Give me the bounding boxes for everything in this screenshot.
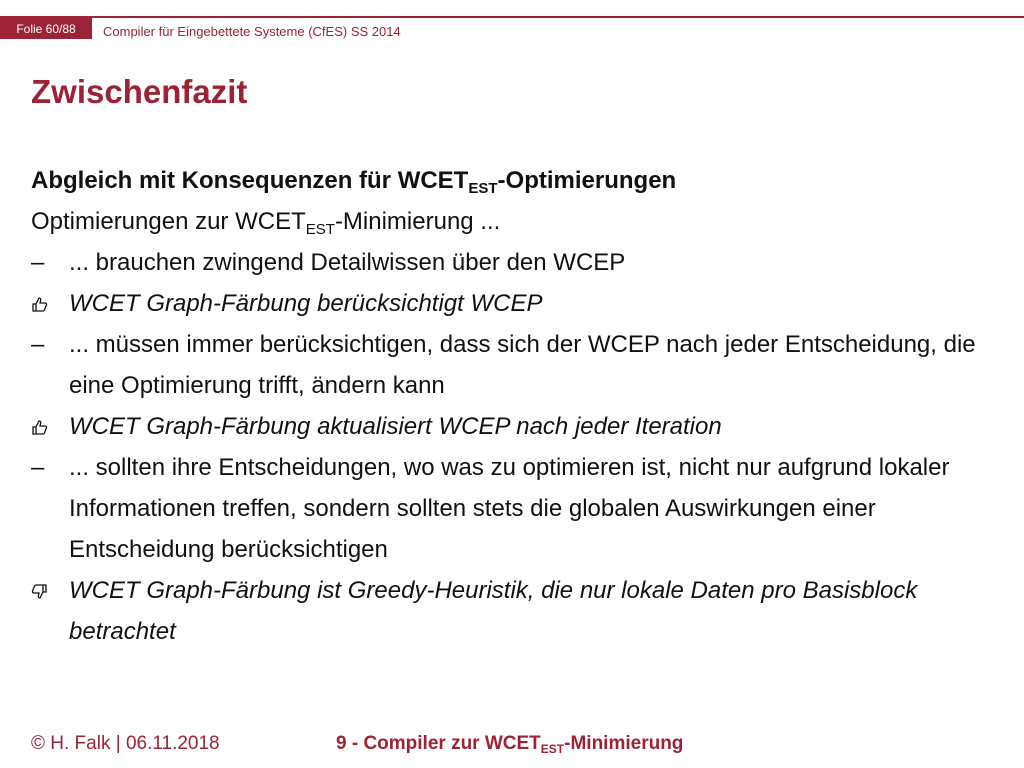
- thumbs-down-icon: [31, 570, 69, 611]
- list-item: [31, 406, 996, 447]
- dash-bullet: –: [31, 331, 45, 358]
- section-heading: Abgleich mit Konsequenzen für $WCET_{EST}$-Optimierungen: [31, 167, 677, 197]
- slide-content: [31, 160, 996, 652]
- slide-number-tab: Folie 60/88: [0, 18, 92, 39]
- list-item: [31, 283, 996, 324]
- dash-bullet: –: [31, 454, 45, 481]
- intro-line: Optimierungen zur $WCET_{EST}$-Minimierung ...: [31, 208, 501, 238]
- header-rule: [0, 16, 1024, 18]
- thumbs-up-icon: [31, 406, 69, 447]
- footer-chapter-title: 9 - Compiler zur $WCET_{EST}$-Minimierung: [336, 733, 684, 756]
- list-item: [31, 570, 996, 652]
- list-item-text: ... brauchen zwingend Detailwissen über den WCEP: [69, 249, 626, 276]
- course-title: Compiler für Eingebettete Systeme (CfES) SS 2014: [103, 24, 401, 39]
- footer-author-date: © H. Falk | 06.11.2018: [31, 733, 220, 754]
- list-item-text: ... müssen immer berücksichtigen, dass sich der WCEP nach jeder Entscheidung, die eine Optimierung trifft, ändern kann: [69, 331, 976, 399]
- list-item-text: WCET Graph-Färbung ist Greedy-Heuristik, die nur lokale Daten pro Basisblock betrachtet: [69, 577, 918, 645]
- list-item-text: WCET Graph-Färbung berücksichtigt WCEP: [69, 290, 543, 317]
- list-item: [31, 324, 996, 406]
- list-item-text: ... sollten ihre Entscheidungen, wo was zu optimieren ist, nicht nur aufgrund lokaler Informationen treffen, sondern sollten stets die globalen Auswirkungen einer Entscheidung berücksichtigen: [69, 454, 950, 563]
- thumbs-up-icon: [31, 283, 69, 324]
- list-item: [31, 242, 996, 283]
- list-item: [31, 447, 996, 570]
- dash-bullet: –: [31, 249, 45, 276]
- list-item-text: WCET Graph-Färbung aktualisiert WCEP nach jeder Iteration: [69, 413, 722, 440]
- slide-title: Zwischenfazit: [31, 73, 248, 110]
